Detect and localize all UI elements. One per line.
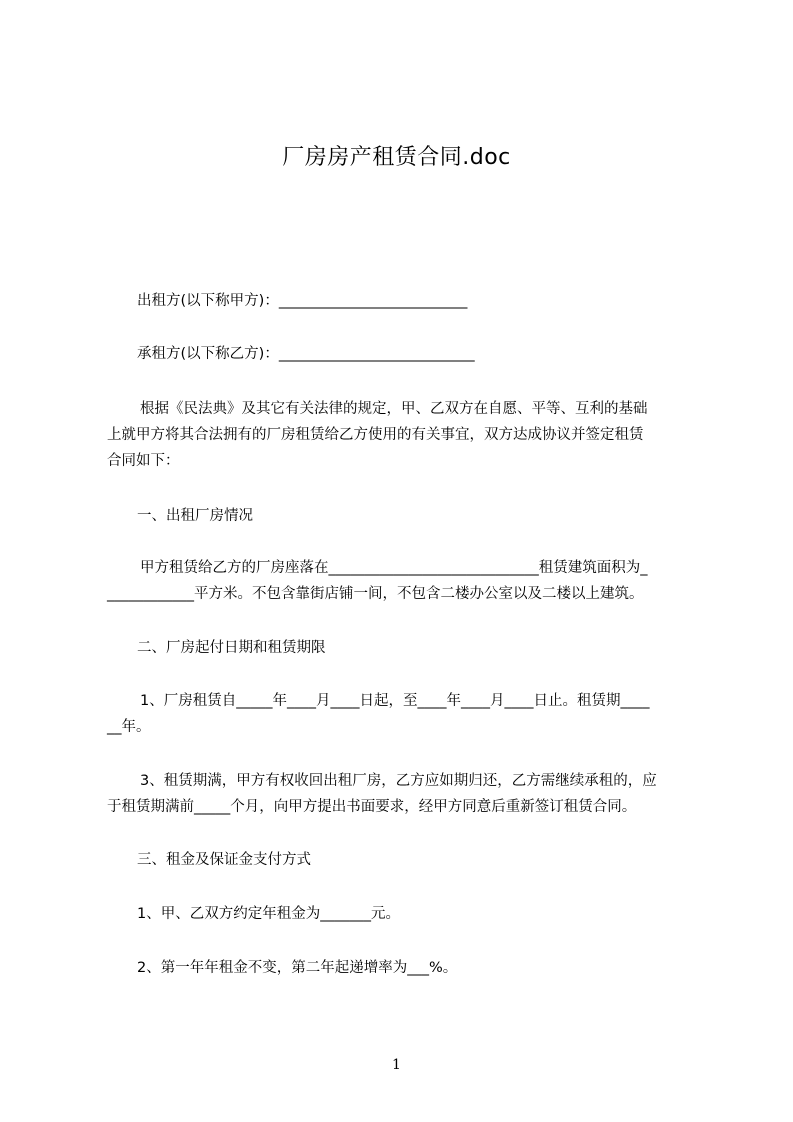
section-heading: 一、出租厂房情况 (137, 508, 253, 524)
paragraph-line: 于租赁期满前_____个月，向甲方提出书面要求，经甲方同意后重新签订租赁合同。 (107, 799, 637, 815)
preamble-line: 合同如下： (107, 453, 180, 469)
paragraph-line: __年。 (107, 719, 151, 735)
document-title: 厂房房产租赁合同.doc (282, 145, 511, 170)
preamble-line: 上就甲方将其合法拥有的厂房租赁给乙方使用的有关事宜，双方达成协议并签定租赁 (107, 427, 644, 443)
paragraph-line: 甲方租赁给乙方的厂房座落在_____________________________租赁建筑面积为_ (140, 560, 648, 576)
paragraph-line: 1、甲、乙双方约定年租金为_______元。 (137, 906, 400, 922)
lessor-line: 出租方(以下称甲方)：__________________________ (137, 293, 468, 309)
lessee-line: 承租方(以下称乙方)：___________________________ (137, 346, 475, 362)
section-heading: 二、厂房起付日期和租赁期限 (137, 640, 326, 656)
section-heading: 三、租金及保证金支付方式 (137, 852, 311, 868)
preamble-line: 根据《民法典》及其它有关法律的规定，甲、乙双方在自愿、平等、互利的基础 (140, 401, 648, 417)
paragraph-line: 1、厂房租赁自_____年____月____日起，至____年____月____日止。租赁期____ (140, 693, 650, 709)
paragraph-line: ____________平方米。不包含靠街店铺一间，不包含二楼办公室以及二楼以上建筑。 (107, 586, 644, 602)
paragraph-line: 3、租赁期满，甲方有权收回出租厂房，乙方应如期归还，乙方需继续承租的，应 (140, 773, 657, 789)
page-number: 1 (392, 1057, 401, 1073)
paragraph-line: 2、第一年年租金不变，第二年起递增率为___%。 (137, 960, 458, 976)
